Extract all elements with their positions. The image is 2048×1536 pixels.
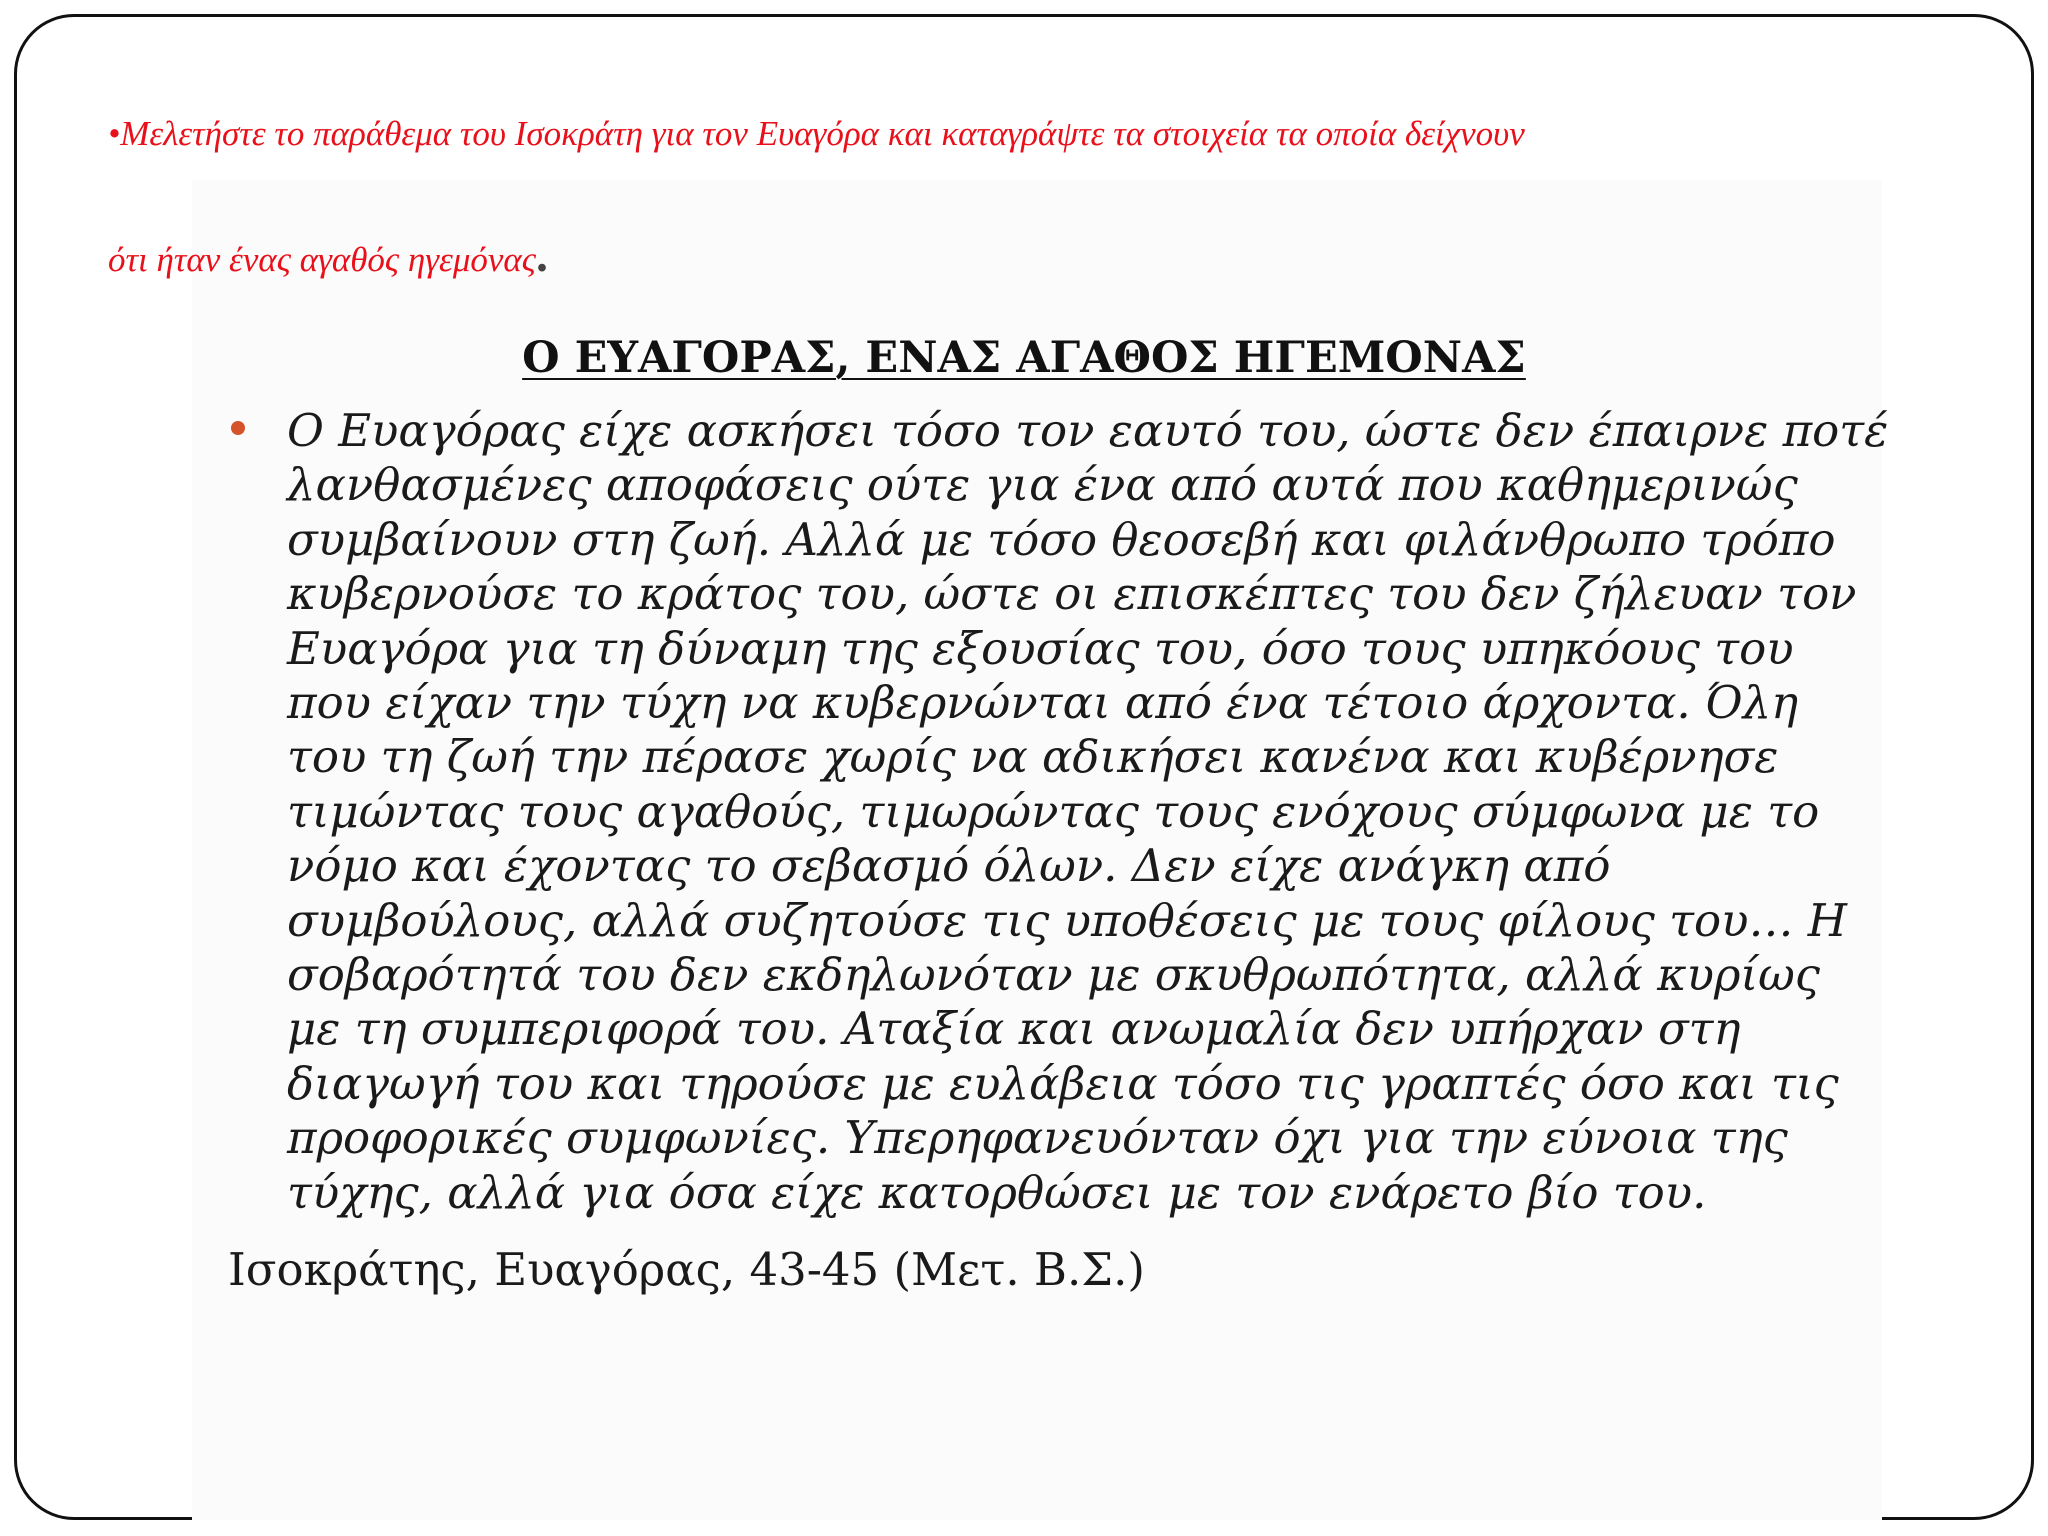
quote-line: Ο Ευαγόρας είχε ασκήσει τόσο τον εαυτό του, ώστε δεν έπαιρνε ποτέ [287,404,1889,457]
citation: Ισοκράτης, Ευαγόρας, 43-45 (Μετ. Β.Σ.) [228,1243,1145,1296]
instruction-line-2-text: ότι ήταν ένας αγαθός ηγεμόνας [108,240,536,279]
quote-line: νόμο και έχοντας το σεβασμό όλων. Δεν είχε ανάγκη από [287,839,1611,893]
quote-line: σοβαρότητά του δεν εκδηλωνόταν με σκυθρωπότητα, αλλά κυρίως [287,948,1820,1002]
quote-line: συμβούλους, αλλά συζητούσε τις υποθέσεις με τους φίλους του… Η [287,893,1848,947]
quote-heading: Ο ΕΥΑΓΟΡΑΣ, ΕΝΑΣ ΑΓΑΘΟΣ ΗΓΕΜΟΝΑΣ [522,333,1526,383]
quote-line: τιμώντας τους αγαθούς, τιμωρώντας τους ενόχους σύμφωνα με το [287,784,1820,838]
instruction-line-1: •Μελετήστε το παράθεμα του Ισοκράτη για τον Ευαγόρα και καταγράψτε τα στοιχεία τα οποία δείχνουν [108,114,1525,153]
quote-line: διαγωγή του και τηρούσε με ευλάβεια τόσο τις γραπτές όσο και τις [287,1056,1839,1110]
quote-line: λανθασμένες αποφάσεις ούτε για ένα από αυτά που καθημερινώς [287,458,1798,512]
instruction-line-2 [108,229,1968,282]
quote-line: προφορικές συμφωνίες. Υπερηφανευόνταν όχι για την εύνοια της [287,1111,1788,1165]
bullet-icon [231,421,245,435]
quote-line: που είχαν την τύχη να κυβερνώνται από ένα τέτοιο άρχοντα. Όλη [287,676,1799,730]
quote-line: Ευαγόρα για τη δύναμη της εξουσίας του, όσο τους υπηκόους του [287,621,1794,675]
quote-line: τύχης, αλλά για όσα είχε κατορθώσει με τον ενάρετο βίο του. [287,1165,1707,1219]
quote-line: του τη ζωή την πέρασε χωρίς να αδικήσει κανένα και κυβέρνησε [287,730,1779,784]
instruction-period: . [536,229,548,282]
quote-line: κυβερνούσε το κράτος του, ώστε οι επισκέπτες του δεν ζήλευαν τον [287,567,1857,621]
quote-line: με τη συμπεριφορά του. Αταξία και ανωμαλία δεν υπήρχαν στη [287,1002,1741,1056]
quote-text [287,404,1987,1220]
quote-line: συμβαίνουν στη ζωή. Αλλά με τόσο θεοσεβή και φιλάνθρωπο τρόπο [287,512,1836,566]
